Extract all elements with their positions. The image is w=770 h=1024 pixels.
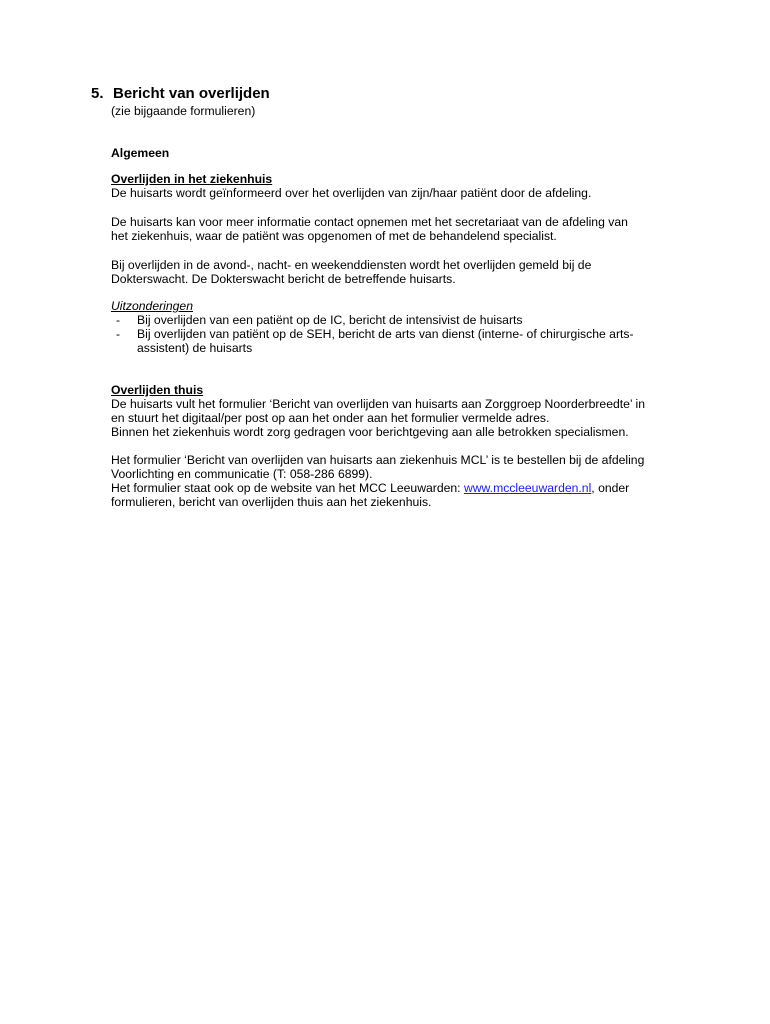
ziekenhuis-paragraph-2 <box>111 215 711 243</box>
thuis-heading: Overlijden thuis <box>111 383 204 397</box>
ziekenhuis-paragraph-1: De huisarts wordt geïnformeerd over het overlijden van zijn/haar patiënt door de afdeling. <box>111 186 592 200</box>
paragraph-line: formulieren, bericht van overlijden thuis aan het ziekenhuis. <box>111 495 432 509</box>
subtitle-text: (zie bijgaande formulieren) <box>111 104 256 118</box>
section-title: Bericht van overlijden <box>113 85 270 102</box>
list-item-text: Bij overlijden van patiënt op de SEH, bericht de arts van dienst (interne- of chirurgische arts- <box>137 327 634 341</box>
website-link[interactable]: www.mccleeuwarden.nl <box>463 481 592 495</box>
bullet-dash: - <box>116 313 121 327</box>
list-item <box>116 313 716 327</box>
paragraph-line: en stuurt het digitaal/per post op aan het onder aan het formulier vermelde adres. <box>111 411 550 425</box>
link-suffix-text: , onder <box>591 481 630 495</box>
section-number: 5. <box>91 85 104 102</box>
section-subtitle <box>111 104 711 118</box>
algemeen-heading: Algemeen <box>111 146 170 160</box>
list-item-text: Bij overlijden van een patiënt op de IC, bericht de intensivist de huisarts <box>137 313 523 327</box>
ziekenhuis-heading: Overlijden in het ziekenhuis <box>111 172 273 186</box>
paragraph-line: Het formulier ‘Bericht van overlijden van huisarts aan ziekenhuis MCL’ is te bestellen bij de afdeling <box>111 453 645 467</box>
list-item <box>116 327 716 355</box>
paragraph-line: Dokterswacht. De Dokterswacht bericht de betreffende huisarts. <box>111 272 456 286</box>
link-prefix-text: Het formulier staat ook op de website van het MCC Leeuwarden: <box>111 481 464 495</box>
formulier-block <box>111 453 711 509</box>
uitzonderingen-block <box>111 299 711 313</box>
algemeen-block <box>111 146 711 160</box>
ziekenhuis-block <box>111 172 711 200</box>
uitzonderingen-heading: Uitzonderingen <box>111 299 193 313</box>
paragraph-line: Binnen het ziekenhuis wordt zorg gedragen voor berichtgeving aan alle betrokken specialismen. <box>111 425 629 439</box>
list-item-text: assistent) de huisarts <box>137 341 253 355</box>
paragraph-line: De huisarts kan voor meer informatie contact opnemen met het secretariaat van de afdeling van <box>111 215 628 229</box>
paragraph-line: Voorlichting en communicatie (T: 058-286 6899). <box>111 467 373 481</box>
bullet-dash: - <box>116 327 121 341</box>
thuis-block <box>111 383 711 439</box>
paragraph-line: Bij overlijden in de avond-, nacht- en weekenddiensten wordt het overlijden gemeld bij de <box>111 258 592 272</box>
ziekenhuis-paragraph-3 <box>111 258 711 286</box>
paragraph-line: De huisarts vult het formulier ‘Bericht van overlijden van huisarts aan Zorggroep Noorderbreedte’ in <box>111 397 646 411</box>
uitzonderingen-list <box>116 313 716 355</box>
section-heading <box>91 85 270 102</box>
paragraph-line: het ziekenhuis, waar de patiënt was opgenomen of met de behandelend specialist. <box>111 229 557 243</box>
paragraph-line-with-link <box>111 481 711 495</box>
